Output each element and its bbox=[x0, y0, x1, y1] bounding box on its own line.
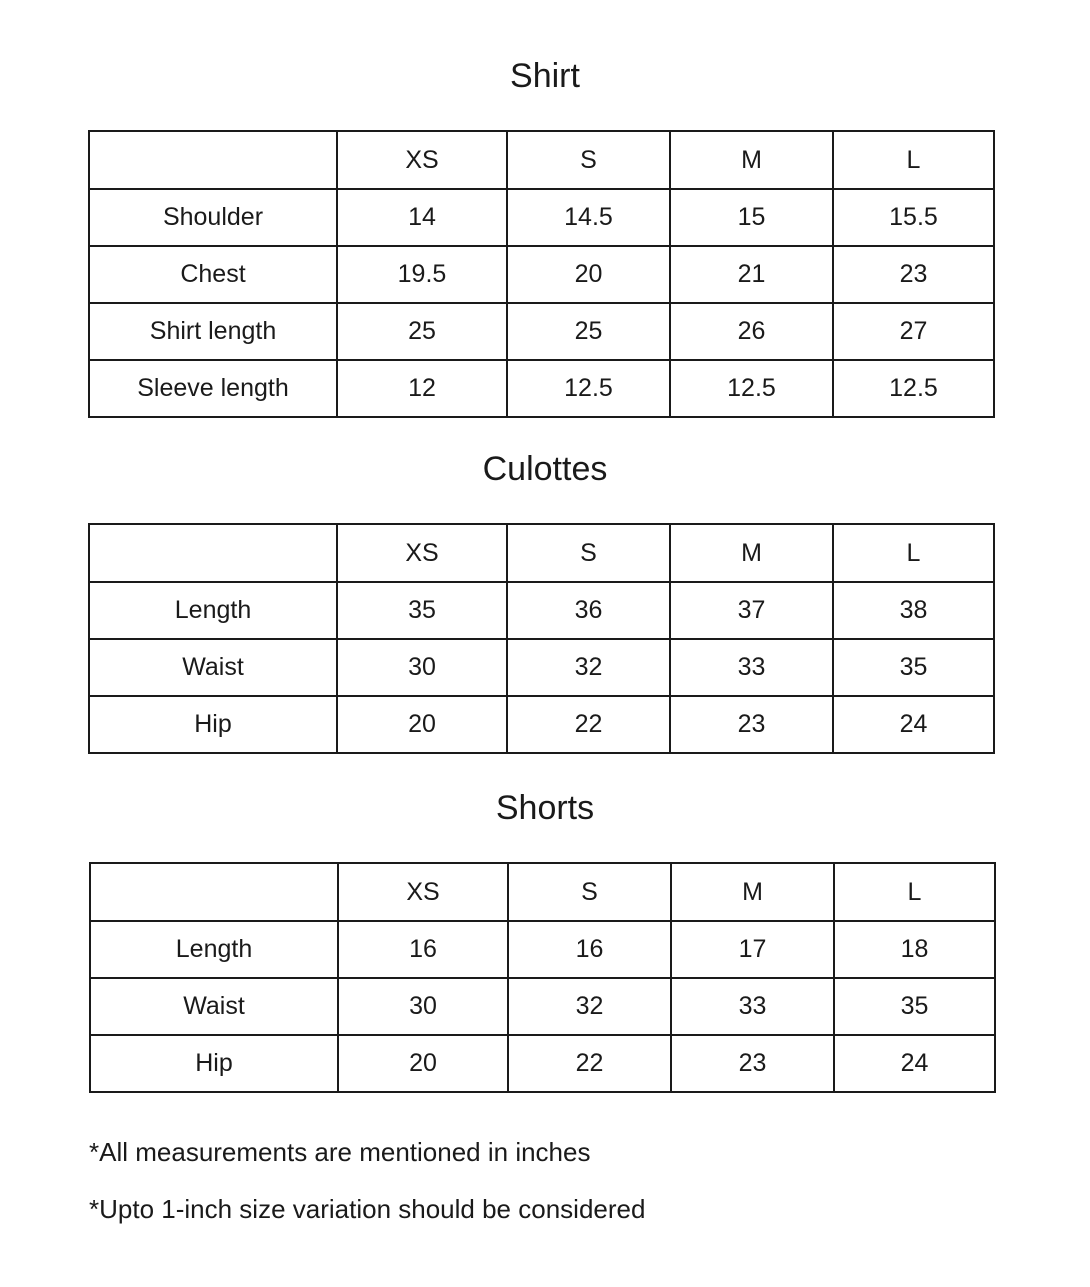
culottes-title: Culottes bbox=[482, 450, 608, 488]
table-row bbox=[90, 921, 995, 978]
table-cell: 32 bbox=[507, 639, 670, 696]
table-cell: 20 bbox=[507, 246, 670, 303]
size-header-m: M bbox=[670, 524, 833, 582]
table-cell: 27 bbox=[833, 303, 994, 360]
size-variation-note: *Upto 1-inch size variation should be considered bbox=[89, 1194, 646, 1224]
table-row bbox=[89, 189, 994, 246]
culottes-size-table bbox=[88, 523, 995, 754]
row-label: Length bbox=[89, 582, 337, 639]
table-cell: 15 bbox=[670, 189, 833, 246]
size-header-s: S bbox=[507, 131, 670, 189]
table-cell: 23 bbox=[670, 696, 833, 753]
table-cell: 15.5 bbox=[833, 189, 994, 246]
size-header-m: M bbox=[670, 131, 833, 189]
table-cell: 25 bbox=[337, 303, 507, 360]
table-cell: 35 bbox=[337, 582, 507, 639]
table-cell: 23 bbox=[833, 246, 994, 303]
table-cell: 35 bbox=[833, 639, 994, 696]
size-header-xs: XS bbox=[338, 863, 508, 921]
table-cell: 20 bbox=[338, 1035, 508, 1092]
size-header-l: L bbox=[834, 863, 995, 921]
size-header-l: L bbox=[833, 131, 994, 189]
row-label: Sleeve length bbox=[89, 360, 337, 417]
shorts-size-table bbox=[89, 862, 996, 1093]
table-cell: 24 bbox=[833, 696, 994, 753]
table-cell: 18 bbox=[834, 921, 995, 978]
table-cell: 33 bbox=[670, 639, 833, 696]
shirt-title: Shirt bbox=[510, 57, 580, 95]
table-header-row bbox=[89, 131, 994, 189]
header-empty-cell bbox=[90, 863, 338, 921]
shirt-size-table bbox=[88, 130, 995, 418]
table-cell: 20 bbox=[337, 696, 507, 753]
size-header-xs: XS bbox=[337, 131, 507, 189]
table-cell: 37 bbox=[670, 582, 833, 639]
shorts-title: Shorts bbox=[495, 789, 595, 827]
table-cell: 17 bbox=[671, 921, 834, 978]
table-cell: 12.5 bbox=[507, 360, 670, 417]
size-header-s: S bbox=[508, 863, 671, 921]
row-label: Waist bbox=[89, 639, 337, 696]
table-row bbox=[89, 696, 994, 753]
table-cell: 14.5 bbox=[507, 189, 670, 246]
table-cell: 38 bbox=[833, 582, 994, 639]
row-label: Shoulder bbox=[89, 189, 337, 246]
table-cell: 21 bbox=[670, 246, 833, 303]
table-cell: 24 bbox=[834, 1035, 995, 1092]
table-cell: 32 bbox=[508, 978, 671, 1035]
table-cell: 16 bbox=[508, 921, 671, 978]
header-empty-cell bbox=[89, 524, 337, 582]
row-label: Length bbox=[90, 921, 338, 978]
table-row bbox=[89, 360, 994, 417]
table-cell: 14 bbox=[337, 189, 507, 246]
table-cell: 16 bbox=[338, 921, 508, 978]
table-row bbox=[90, 978, 995, 1035]
measurement-unit-note: *All measurements are mentioned in inches bbox=[89, 1137, 591, 1167]
row-label: Hip bbox=[89, 696, 337, 753]
table-cell: 30 bbox=[338, 978, 508, 1035]
table-row bbox=[89, 246, 994, 303]
table-cell: 19.5 bbox=[337, 246, 507, 303]
table-cell: 35 bbox=[834, 978, 995, 1035]
table-cell: 22 bbox=[507, 696, 670, 753]
table-cell: 33 bbox=[671, 978, 834, 1035]
table-row bbox=[89, 303, 994, 360]
table-header-row bbox=[89, 524, 994, 582]
table-header-row bbox=[90, 863, 995, 921]
size-header-s: S bbox=[507, 524, 670, 582]
table-cell: 12 bbox=[337, 360, 507, 417]
size-header-m: M bbox=[671, 863, 834, 921]
table-row bbox=[89, 639, 994, 696]
table-cell: 30 bbox=[337, 639, 507, 696]
size-header-xs: XS bbox=[337, 524, 507, 582]
table-cell: 36 bbox=[507, 582, 670, 639]
table-cell: 23 bbox=[671, 1035, 834, 1092]
table-row bbox=[90, 1035, 995, 1092]
row-label: Waist bbox=[90, 978, 338, 1035]
row-label: Hip bbox=[90, 1035, 338, 1092]
header-empty-cell bbox=[89, 131, 337, 189]
table-cell: 26 bbox=[670, 303, 833, 360]
table-cell: 22 bbox=[508, 1035, 671, 1092]
table-cell: 25 bbox=[507, 303, 670, 360]
table-cell: 12.5 bbox=[670, 360, 833, 417]
size-header-l: L bbox=[833, 524, 994, 582]
table-cell: 12.5 bbox=[833, 360, 994, 417]
row-label: Chest bbox=[89, 246, 337, 303]
row-label: Shirt length bbox=[89, 303, 337, 360]
table-row bbox=[89, 582, 994, 639]
